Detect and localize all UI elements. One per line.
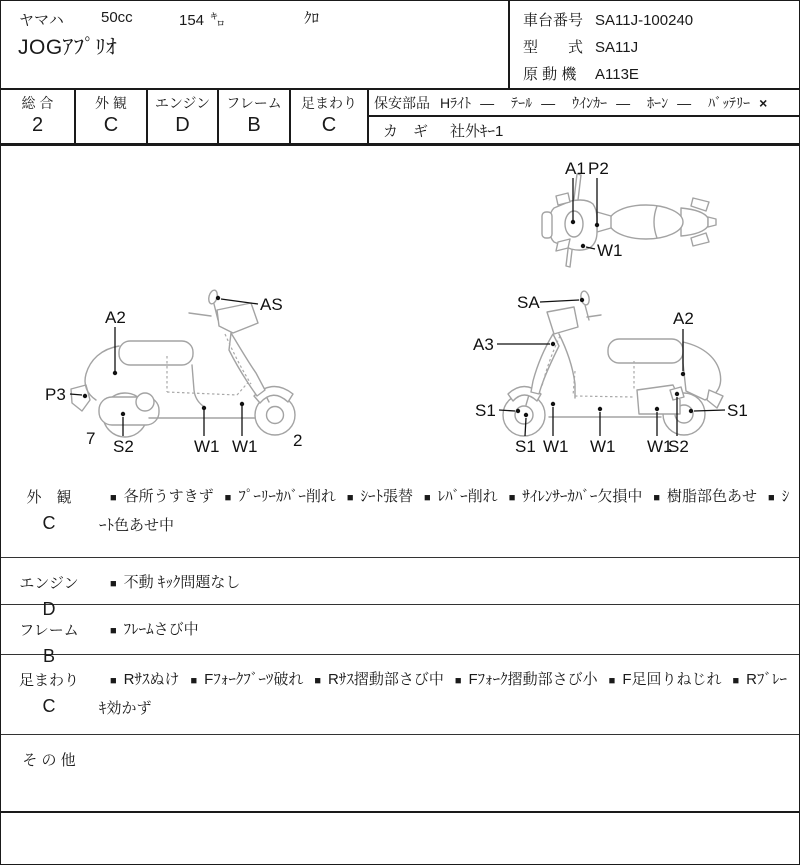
condition-item: Rｻｽぬけ	[123, 671, 180, 688]
rating-engine-label: エンジン	[154, 95, 211, 111]
safety-item-name: ﾊﾞｯﾃﾘｰ	[708, 94, 751, 111]
scooter-right-view	[461, 286, 751, 461]
condition-items	[97, 472, 799, 557]
item-bullet: ■	[314, 675, 321, 687]
displacement: 50cc	[101, 9, 133, 26]
condition-item: Fﾌｫｰｸﾌﾞｰﾂ破れ	[204, 671, 304, 688]
header-left	[1, 1, 508, 88]
safety-item-name: ﾃｰﾙ	[511, 94, 533, 111]
diagram-label-s2: S2	[113, 437, 134, 456]
key-value: 社外ｷｰ1	[450, 122, 504, 140]
safety-item-winker	[572, 93, 630, 113]
item-bullet: ■	[346, 492, 354, 504]
rating-frame	[219, 90, 291, 143]
item-bullet: ■	[608, 675, 616, 687]
condition-grade: C	[42, 513, 56, 533]
safety-item-battery	[708, 93, 767, 113]
diagram-label-w1: W1	[232, 437, 258, 456]
diagram-label-a2: A2	[105, 308, 126, 327]
condition-label-col	[1, 735, 97, 811]
condition-label: フレーム	[19, 622, 79, 639]
condition-item: ｼｰﾄ色あせ中	[99, 488, 790, 534]
condition-row-other	[1, 735, 799, 811]
safety-parts-cell	[369, 90, 799, 143]
diagram-label-w1: W1	[194, 437, 220, 456]
diagram-label-s2: S2	[668, 437, 689, 456]
scooter-left-view	[41, 286, 321, 461]
diagram-label-s1: S1	[515, 437, 536, 456]
damage-diagram-panel	[1, 146, 799, 472]
model-code-value: SA11J	[595, 39, 639, 56]
item-bullet: ■	[768, 492, 775, 504]
scooter-top-view	[541, 154, 746, 274]
model-name: JOGｱﾌﾟﾘｵ	[18, 36, 118, 59]
diagram-label-w1: W1	[590, 437, 616, 456]
engine-code-value: A113E	[595, 66, 639, 83]
item-bullet: ■	[224, 492, 232, 504]
condition-item: ｼｰﾄ張替	[360, 488, 414, 505]
condition-row-engine	[1, 558, 799, 619]
chassis-number-label: 車台番号	[523, 12, 584, 29]
diagram-label-w1: W1	[543, 437, 569, 456]
header	[1, 1, 799, 88]
condition-label-col	[1, 655, 97, 734]
condition-item: ﾚﾊﾞｰ削れ	[437, 488, 498, 505]
diagram-label-sa: SA	[517, 293, 540, 312]
condition-label-col	[1, 558, 97, 619]
condition-section	[1, 472, 799, 813]
rating-undercarriage-grade: C	[321, 114, 337, 136]
rating-engine-grade: D	[175, 114, 190, 136]
condition-item: Rｻｽ摺動部さび中	[327, 671, 444, 688]
header-right	[508, 1, 799, 88]
condition-grade: B	[42, 646, 55, 666]
item-bullet: ■	[454, 675, 462, 687]
condition-item: 各所うすきず	[123, 488, 214, 505]
safety-item-tail	[511, 93, 555, 113]
condition-label: 足まわり	[18, 672, 79, 689]
body-color: ｸﾛ	[304, 10, 320, 27]
rating-overall-label: 総 合	[21, 95, 54, 111]
rating-overall-grade: 2	[31, 114, 44, 136]
diagram-count-front: 2	[293, 431, 303, 450]
condition-item: Rﾌﾞﾚｰｷ効かず	[99, 671, 787, 717]
key-row	[369, 117, 799, 143]
condition-row-undercarriage	[1, 655, 799, 735]
condition-label-col	[1, 472, 97, 557]
condition-item: F足回りねじれ	[622, 671, 722, 688]
condition-label: エンジン	[19, 575, 79, 592]
safety-item-headlight	[440, 93, 494, 113]
diagram-label-s1: S1	[727, 401, 748, 420]
condition-items	[97, 558, 799, 604]
condition-items	[97, 655, 799, 734]
condition-grade: D	[42, 599, 56, 619]
scooter-top-view-drawing	[542, 174, 716, 267]
remarks-empty-box	[1, 813, 799, 864]
model-code-label: 型 式	[523, 39, 584, 56]
rating-overall	[1, 90, 76, 143]
item-bullet: ■	[110, 492, 117, 504]
safety-item-name: Hﾗｲﾄ	[440, 94, 472, 111]
item-bullet: ■	[190, 675, 198, 687]
safety-item-status: —	[616, 94, 631, 111]
diagram-count-rear: 7	[86, 429, 96, 448]
maker-name: ヤマハ	[19, 12, 64, 29]
diagram-label-p3: P3	[45, 385, 66, 404]
rating-frame-label: フレーム	[226, 95, 282, 111]
rating-engine	[148, 90, 219, 143]
rating-frame-grade: B	[247, 114, 261, 136]
condition-item: 不動 ｷｯｸ問題なし	[123, 574, 241, 591]
condition-row-frame	[1, 605, 799, 666]
condition-items	[97, 605, 799, 654]
condition-row-exterior	[1, 472, 799, 558]
mileage-value: 154	[179, 12, 205, 29]
item-bullet: ■	[110, 578, 117, 590]
condition-label: 外 観	[26, 489, 72, 506]
model-code-row	[523, 34, 799, 61]
rating-exterior-label: 外 観	[95, 95, 127, 111]
safety-item-status: ×	[759, 94, 768, 111]
condition-item: Fﾌｫｰｸ摺動部さび小	[468, 671, 598, 688]
ratings-table	[1, 88, 799, 146]
safety-item-status: —	[480, 94, 495, 111]
rating-undercarriage-label: 足まわり	[301, 95, 357, 111]
condition-item: ｻｲﾚﾝｻｰｶﾊﾞｰ欠損中	[522, 488, 643, 505]
diagram-label-s1: S1	[475, 401, 496, 420]
diagram-label-as: AS	[260, 295, 283, 314]
condition-label-col	[1, 605, 97, 666]
condition-item: 樹脂部色あせ	[667, 488, 758, 505]
item-bullet: ■	[653, 492, 661, 504]
chassis-number-value: SA11J-100240	[595, 12, 694, 29]
diagram-label-w1: W1	[597, 241, 623, 260]
condition-items	[97, 735, 799, 811]
diagram-label-p2: P2	[588, 159, 609, 178]
condition-grade: C	[42, 696, 56, 716]
safety-item-status: —	[677, 94, 692, 111]
item-bullet: ■	[110, 675, 117, 687]
mileage-unit: ㌔	[210, 12, 226, 29]
item-bullet: ■	[110, 625, 117, 637]
rating-exterior	[76, 90, 148, 143]
item-bullet: ■	[732, 675, 740, 687]
safety-item-name: ﾎｰﾝ	[647, 94, 669, 111]
diagram-label-a1: A1	[565, 159, 586, 178]
mileage	[179, 9, 225, 30]
safety-item-horn	[647, 93, 691, 113]
condition-item: ﾌﾟｰﾘｰｶﾊﾞｰ削れ	[238, 488, 336, 505]
key-label: カ ギ	[383, 122, 429, 140]
diagram-label-a2: A2	[673, 309, 694, 328]
chassis-number-row	[523, 7, 799, 34]
rating-exterior-grade: C	[103, 114, 119, 136]
safety-parts-label: 保安部品	[374, 94, 430, 111]
item-bullet: ■	[508, 492, 516, 504]
condition-item: ﾌﾚｰﾑさび中	[123, 621, 199, 638]
safety-item-name: ｳｲﾝｶｰ	[572, 94, 608, 111]
diagram-label-w1: W1	[647, 437, 673, 456]
safety-parts-row	[369, 90, 799, 117]
condition-label: そ の 他	[22, 752, 76, 769]
rating-undercarriage	[291, 90, 369, 143]
safety-item-status: —	[541, 94, 556, 111]
item-bullet: ■	[424, 492, 431, 504]
engine-code-row	[523, 61, 799, 88]
engine-code-label: 原 動 機	[523, 66, 577, 83]
diagram-label-a3: A3	[473, 335, 494, 354]
